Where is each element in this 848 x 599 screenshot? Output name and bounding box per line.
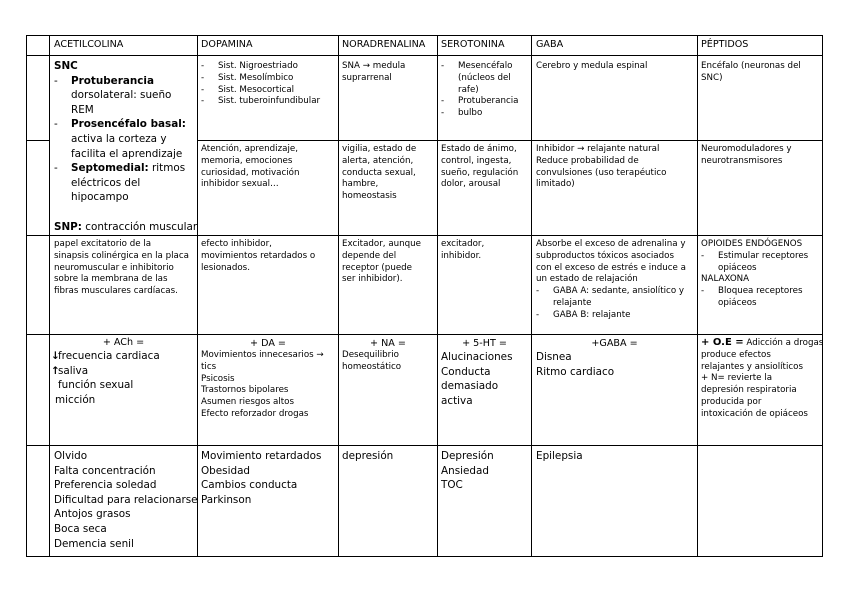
noradrenalina-localization bbox=[342, 61, 405, 85]
ach-exceso-list bbox=[51, 349, 160, 407]
da-exceso-line: tics bbox=[201, 361, 217, 372]
gaba-exceso-line: Ritmo cardiaco bbox=[536, 365, 615, 378]
ach-deficit-line: Olvido bbox=[54, 450, 88, 462]
ht-exceso-line: Conducta bbox=[441, 365, 491, 378]
na-deficit-line: depresión bbox=[342, 450, 394, 462]
na-ef-line: receptor (puede bbox=[342, 262, 413, 273]
pep-exceso-line: producida por bbox=[701, 396, 762, 407]
ht-deficit-line: TOC bbox=[441, 479, 463, 492]
na-exceso-head: + NA = bbox=[370, 338, 406, 349]
dopamina-funcion bbox=[201, 144, 299, 191]
pep-exceso-line: intoxicación de opiáceos bbox=[701, 408, 808, 419]
pep-exceso-line: produce efectos bbox=[701, 349, 771, 360]
nalaxona-item: - Bloquea receptores opiáceos bbox=[701, 286, 808, 310]
ach-item-prosencefalo: - Prosencéfalo basal: activa la corteza y facilita el aprendizaje bbox=[54, 117, 196, 161]
na-fn-line: homeostasis bbox=[342, 191, 397, 202]
ht-exceso-list bbox=[441, 350, 512, 408]
gaba-deficit bbox=[536, 449, 583, 464]
ach-item-protuberancia: - Protuberancia dorsolateral: sueño REM bbox=[54, 74, 196, 118]
noradrenalina-efecto bbox=[342, 239, 421, 286]
da-exceso-line: Trastornos bipolares bbox=[201, 385, 289, 396]
na-loc-line: SNA → medula bbox=[342, 61, 406, 71]
col-divider-3 bbox=[338, 35, 339, 557]
col-divider-6 bbox=[697, 35, 698, 557]
dopamina-efecto bbox=[201, 239, 315, 274]
da-fn-line: curiosidad, motivación bbox=[201, 167, 300, 178]
peptidos-efecto bbox=[701, 239, 808, 310]
da-deficit bbox=[201, 449, 321, 507]
da-deficit-line: Obesidad bbox=[201, 464, 251, 477]
ht-ef-line: excitador, bbox=[441, 239, 485, 249]
da-ef-line: lesionados. bbox=[201, 262, 250, 273]
serotonina-loc-item: - Protuberancia bbox=[441, 96, 529, 108]
ach-ef-line: sobre la membrana de las bbox=[54, 274, 168, 285]
pep-loc-line: Encéfalo (neuronas del bbox=[701, 61, 801, 71]
ach-exceso-line: función sexual bbox=[58, 379, 134, 392]
dopamina-sistema-item: - Sist. Mesocortical bbox=[201, 85, 320, 97]
gaba-exceso-line: Disnea bbox=[536, 351, 572, 363]
header-dopamina: DOPAMINA bbox=[201, 39, 253, 50]
ach-deficit-line: Falta concentración bbox=[54, 464, 156, 477]
na-exceso-line: Desequilibrio bbox=[342, 350, 399, 360]
pep-exceso-head-line: + O.E = Adicción a drogas bbox=[701, 337, 824, 348]
ht-deficit bbox=[441, 449, 494, 493]
da-exceso-line: Movimientos innecesarios → bbox=[201, 350, 324, 360]
ach-deficit-line: Boca seca bbox=[54, 522, 107, 535]
gaba-fn-line: convulsiones (uso terapéutico bbox=[536, 167, 667, 178]
serotonina-localization bbox=[441, 61, 529, 120]
peptidos-localization bbox=[701, 61, 801, 85]
header-noradrenalina: NORADRENALINA bbox=[342, 39, 426, 50]
ach-exceso-line: ↓frecuencia cardiaca bbox=[51, 350, 160, 362]
gaba-funcion bbox=[536, 144, 666, 191]
header-gaba: GABA bbox=[536, 39, 564, 50]
ht-exceso-line: activa bbox=[441, 394, 473, 407]
gaba-exceso-list bbox=[536, 350, 614, 379]
ach-deficit-line: Demencia senil bbox=[54, 537, 134, 550]
serotonina-efecto bbox=[441, 239, 484, 263]
dopamina-sistema-item: - Sist. Nigroestriado bbox=[201, 61, 320, 73]
ach-deficit-line: Dificultad para relacionarse bbox=[54, 493, 198, 506]
ach-ef-line: sinapsis colinérgica en la placa bbox=[54, 250, 189, 261]
ht-deficit-line: Ansiedad bbox=[441, 464, 489, 477]
serotonina-loc-item: - bulbo bbox=[441, 108, 529, 120]
header-acetilcolina: ACETILCOLINA bbox=[54, 39, 124, 50]
ach-deficit-line: Preferencia soledad bbox=[54, 479, 157, 492]
gaba-fn-line: limitado) bbox=[536, 179, 575, 190]
gaba-ef-line: un estado de relajación bbox=[536, 274, 638, 285]
col-divider-7 bbox=[822, 35, 823, 557]
pep-exceso bbox=[701, 337, 823, 421]
ht-exceso-line: Alucinaciones bbox=[441, 351, 513, 363]
ach-exceso-line: ↑saliva bbox=[51, 364, 89, 377]
pep-fn-line: Neuromoduladores y bbox=[701, 144, 792, 154]
ach-snp: SNP: contracción muscular bbox=[54, 221, 198, 233]
ach-exceso-line: micción bbox=[55, 393, 96, 406]
gaba-efecto bbox=[536, 239, 686, 322]
header-peptidos: PÉPTIDOS bbox=[701, 39, 749, 50]
gaba-localization: Cerebro y medula espinal bbox=[536, 61, 648, 71]
da-exceso-line: Asumen riesgos altos bbox=[201, 397, 295, 408]
row-divider-2 bbox=[26, 235, 823, 236]
ach-deficit-line: Antojos grasos bbox=[54, 508, 131, 521]
na-fn-line: alerta, atención, bbox=[342, 155, 414, 166]
ach-ef-line: neuromuscular e inhibitorio bbox=[54, 262, 174, 273]
da-deficit-line: Movimiento retardados bbox=[201, 450, 322, 462]
nalaxona-label: NALAXONA bbox=[701, 274, 750, 285]
dopamina-sistema-item: - Sist. tuberoinfundibular bbox=[201, 96, 320, 108]
da-ef-line: efecto inhibidor, bbox=[201, 239, 272, 249]
ht-fn-line: Estado de ánimo, bbox=[441, 144, 517, 154]
ach-ef-line: papel excitatorio de la bbox=[54, 239, 152, 249]
ht-exceso-head: + 5-HT = bbox=[462, 338, 507, 349]
dopamina-localization bbox=[201, 61, 320, 108]
ach-ef-line: fibras musculares cardíacas. bbox=[54, 286, 178, 297]
da-exceso-head: + DA = bbox=[250, 338, 286, 349]
opioides-item: - Estimular receptores opiáceos bbox=[701, 251, 808, 275]
na-fn-line: vigilia, estado de bbox=[342, 144, 417, 154]
serotonina-funcion bbox=[441, 144, 518, 191]
table-border-bottom bbox=[26, 556, 823, 557]
da-fn-line: memoria, emociones bbox=[201, 155, 293, 166]
da-fn-line: Atención, aprendizaje, bbox=[201, 144, 298, 154]
da-fn-line: inhibidor sexual… bbox=[201, 179, 279, 190]
da-exceso-line: Efecto reforzador drogas bbox=[201, 408, 309, 419]
ht-fn-line: control, ingesta, bbox=[441, 155, 512, 166]
na-loc-line: suprarrenal bbox=[342, 72, 392, 83]
ht-ef-line: inhibidor. bbox=[441, 250, 482, 261]
pep-fn-line: neurotransmisores bbox=[701, 155, 783, 166]
ach-snc-title: SNC bbox=[54, 60, 78, 72]
na-fn-line: conducta sexual, bbox=[342, 167, 416, 178]
row-divider-1b bbox=[197, 140, 823, 141]
gaba-ef-line: con el exceso de estrés e induce a bbox=[536, 262, 686, 273]
peptidos-funcion bbox=[701, 144, 792, 168]
row-divider-4 bbox=[26, 445, 823, 446]
ach-snc-list bbox=[54, 74, 196, 205]
na-ef-line: ser inhibidor). bbox=[342, 274, 403, 285]
da-ef-line: movimientos retardados o bbox=[201, 250, 316, 261]
da-exceso-line: Psicosis bbox=[201, 373, 235, 384]
noradrenalina-funcion bbox=[342, 144, 416, 203]
ach-item-septomedial: - Septomedial: ritmos eléctricos del hipocampo bbox=[54, 161, 196, 205]
gaba-a-item: - GABA A: sedante, ansiolítico y relajante bbox=[536, 286, 686, 310]
gaba-exceso-head: +GABA = bbox=[591, 338, 638, 349]
pep-loc-line: SNC) bbox=[701, 72, 723, 83]
col-divider-1 bbox=[49, 35, 50, 557]
ht-fn-line: sueño, regulación bbox=[441, 167, 519, 178]
gaba-b-item: - GABA B: relajante bbox=[536, 310, 686, 322]
col-divider-5 bbox=[531, 35, 532, 557]
da-deficit-line: Parkinson bbox=[201, 493, 252, 506]
na-ef-line: depende del bbox=[342, 250, 397, 261]
table-border-top bbox=[26, 35, 823, 36]
gaba-ef-line: Absorbe el exceso de adrenalina y bbox=[536, 239, 686, 249]
pep-exceso-line: depresión respiratoria bbox=[701, 385, 797, 396]
gaba-ef-line: subproductos tóxicos asociados bbox=[536, 250, 674, 261]
col-divider-4 bbox=[437, 35, 438, 557]
serotonina-loc-item: - Mesencéfalo (núcleos del rafe) bbox=[441, 61, 529, 96]
na-exceso-list bbox=[342, 350, 401, 374]
ach-exceso-head: + ACh = bbox=[102, 337, 145, 348]
pep-exceso-line: relajantes y ansiolíticos bbox=[701, 361, 803, 372]
row-divider-header bbox=[26, 55, 823, 56]
header-serotonina: SEROTONINA bbox=[441, 39, 505, 50]
na-exceso-line: homeostático bbox=[342, 361, 402, 372]
ach-localization bbox=[54, 59, 196, 205]
ach-deficit bbox=[54, 449, 198, 551]
pep-exceso-line: + N= revierte la bbox=[701, 373, 773, 384]
da-exceso-list bbox=[201, 350, 324, 421]
gaba-deficit-line: Epilepsia bbox=[536, 450, 583, 462]
acetilcolina-efecto bbox=[54, 239, 189, 298]
ht-fn-line: dolor, arousal bbox=[441, 179, 501, 190]
gaba-fn-line: Inhibidor → relajante natural bbox=[536, 144, 660, 154]
ht-exceso-line: demasiado bbox=[441, 380, 499, 393]
na-ef-line: Excitador, aunque bbox=[342, 239, 422, 249]
da-deficit-line: Cambios conducta bbox=[201, 479, 298, 492]
row-divider-1 bbox=[26, 140, 49, 141]
na-deficit bbox=[342, 449, 393, 464]
ht-deficit-line: Depresión bbox=[441, 450, 494, 462]
row-divider-3 bbox=[26, 334, 823, 335]
gaba-fn-line: Reduce probabilidad de bbox=[536, 155, 639, 166]
na-fn-line: hambre, bbox=[342, 179, 379, 190]
opioides-title: OPIOIDES ENDÓGENOS bbox=[701, 239, 803, 249]
dopamina-sistema-item: - Sist. Mesolímbico bbox=[201, 73, 320, 85]
col-divider-0 bbox=[26, 35, 27, 557]
